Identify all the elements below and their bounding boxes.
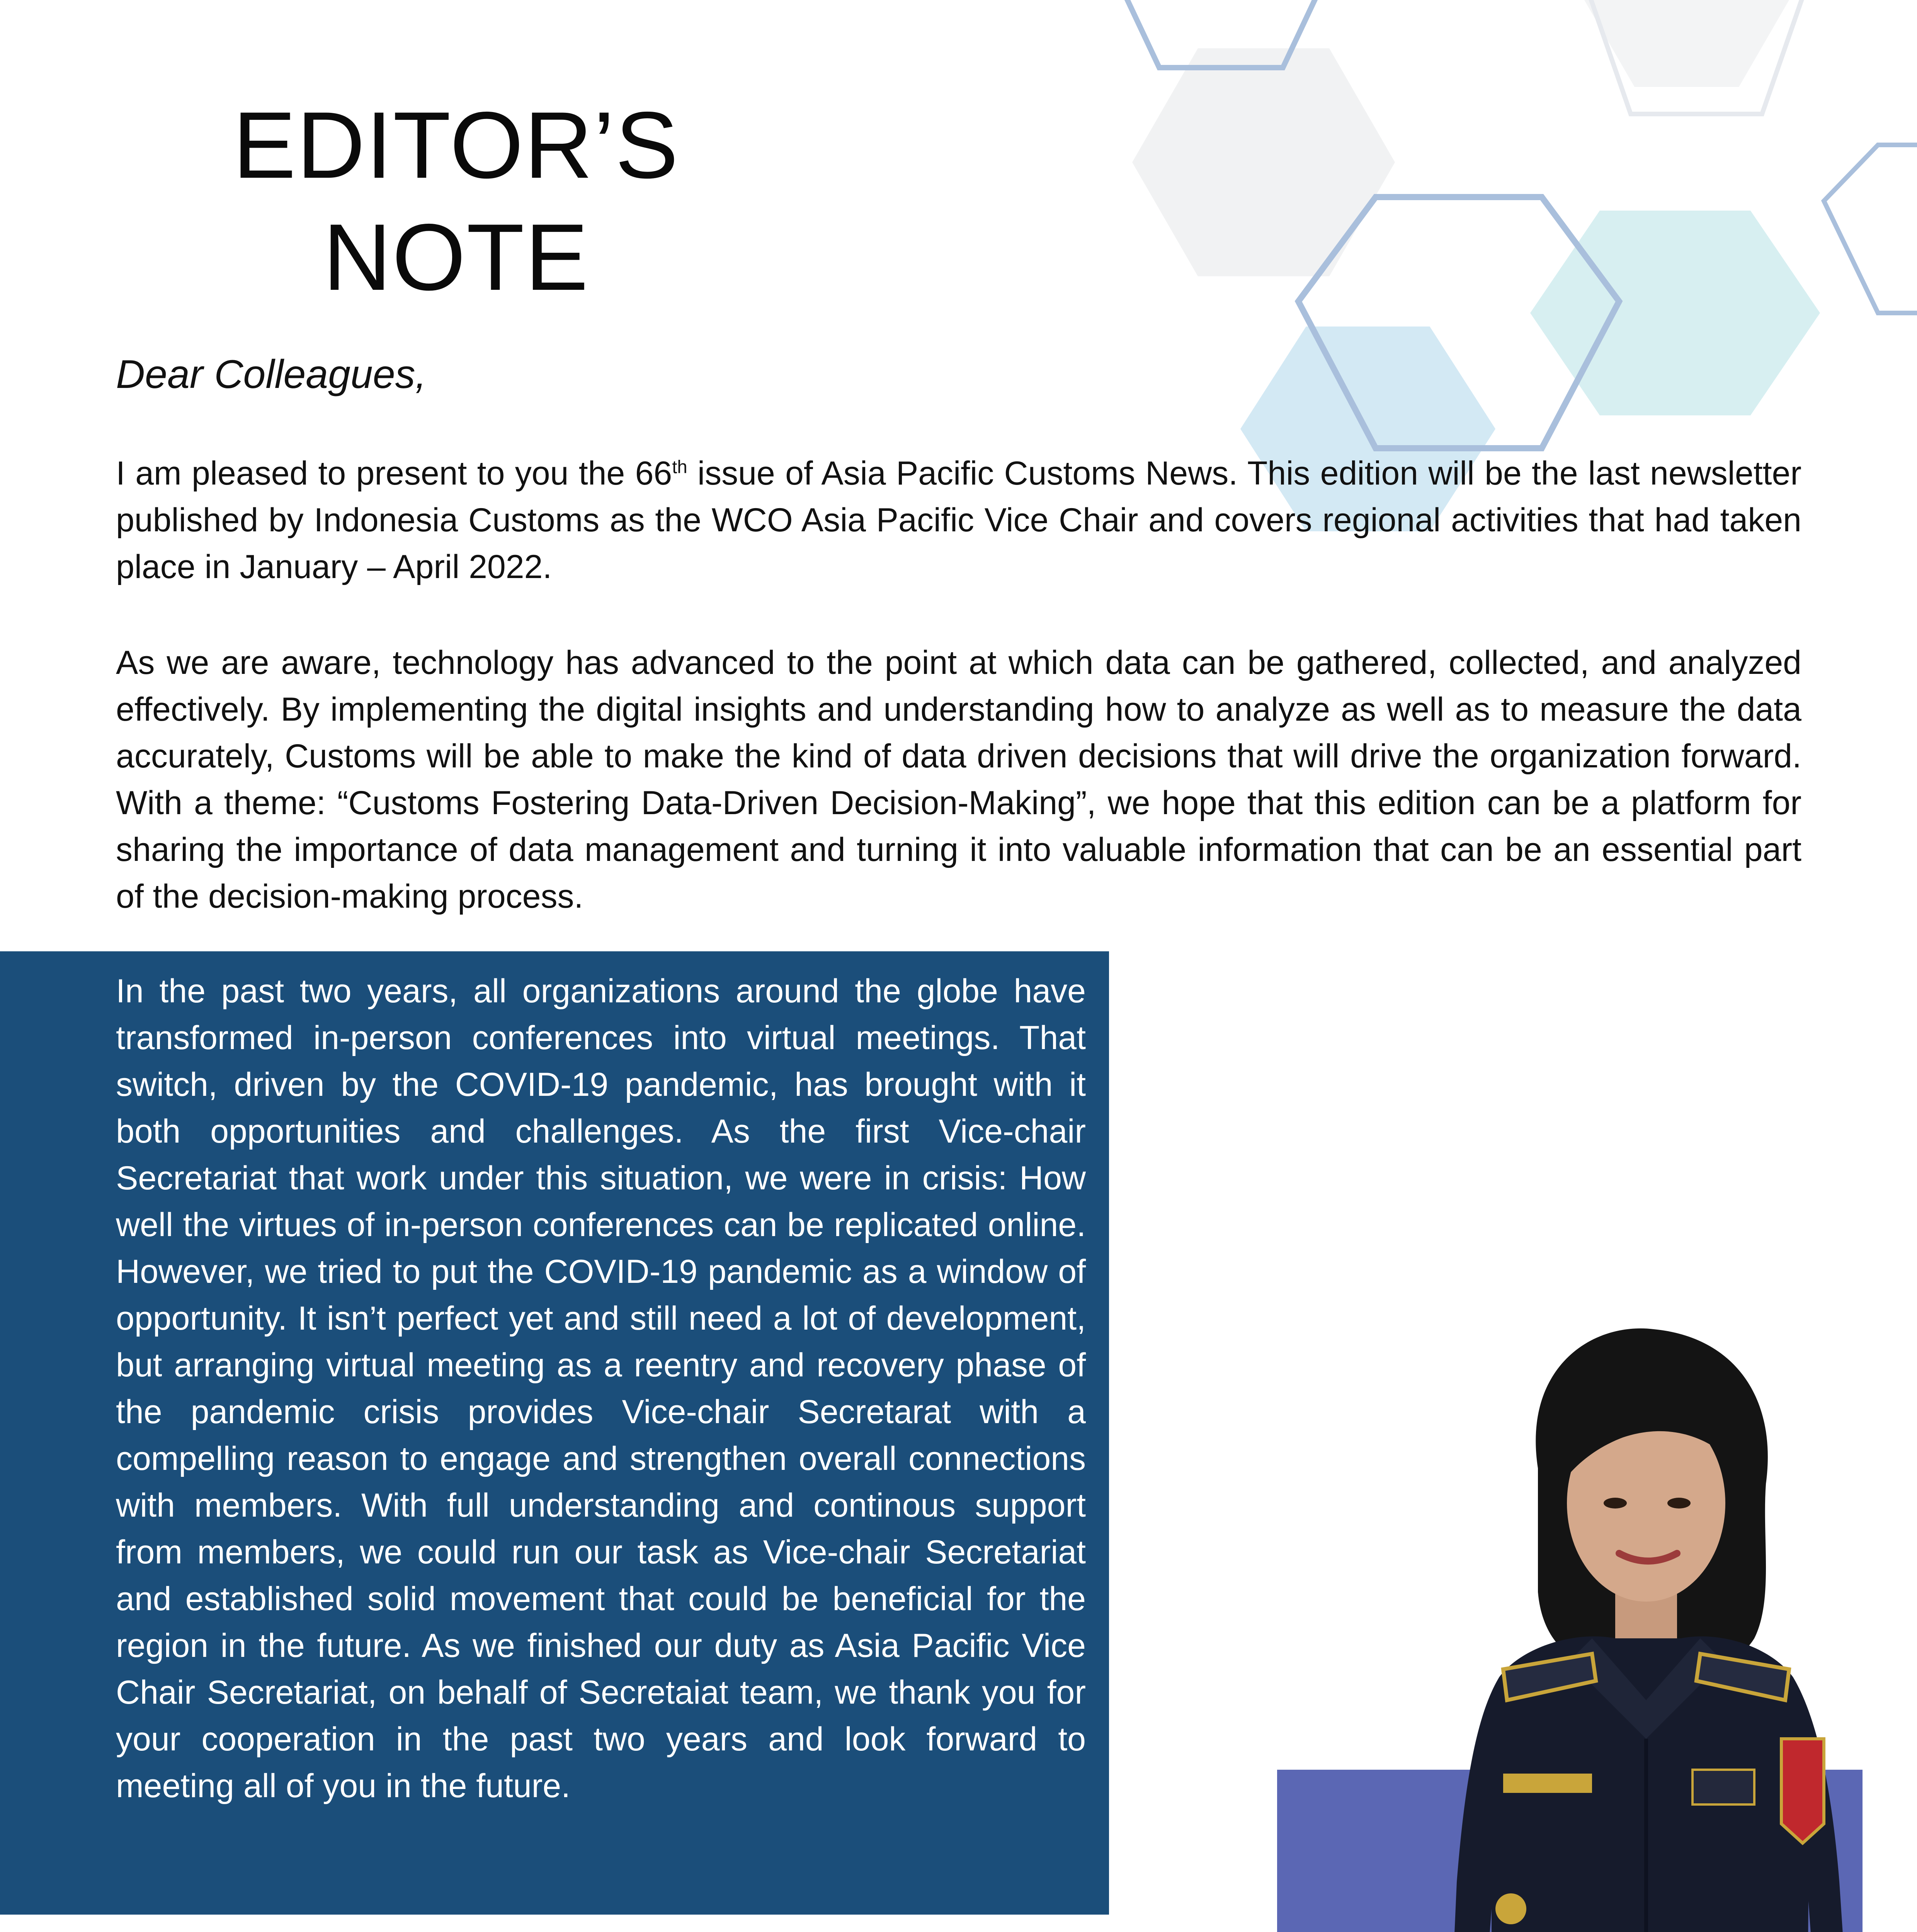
salutation: Dear Colleagues, bbox=[116, 352, 427, 397]
hexagon-shape bbox=[1132, 48, 1395, 276]
title-line-2: NOTE bbox=[323, 204, 589, 310]
hexagon-outline bbox=[1824, 145, 1917, 313]
highlight-paragraph: In the past two years, all organizations around the globe have transformed in-person conferences into virtual meetings. That switch, driven by the COVID-19 pandemic, has brought with it both opportunities and challenges. As the first Vice-chair Secretariat that work under this situation, we were in crisis: How well the virtues of in-person conferences can be replicated online. However, we tried to put the COVID-19 pandemic as a window of opportunity. It isn’t perfect yet and still need a lot of development, but arranging virtual meeting as a reentry and recovery phase of the pandemic crisis provides Vice-chair Secretarat with a compelling reason to engage and strengthen overall connections with members. With full understanding and continous support from members, we could run our task as Vice-chair Secretariat and established solid movement that could be beneficial for the region in the future. As we finished our duty as Asia Pacific Vice Chair Secretariat, on behalf of Secretaiat team, we thank you for your cooperation in the past two years and look forward to meeting all of you in the future. bbox=[116, 973, 1086, 1804]
right-eye bbox=[1667, 1498, 1691, 1509]
data-driven-paragraph: As we are aware, technology has advanced to the point at which data can be gathered, collected, and analyzed effectively. By implementing the digital insights and understanding how to analyze as well as to measure the data accurately, Customs will be able to make the kind of data driven decisions that will drive the organization forward. With a theme: “Customs Fostering Data-Driven Decision-Making”, we hope that this edition can be a platform for sharing the importance of data management and turning it into valuable information that can be an essential part of the decision-making process. bbox=[116, 644, 1801, 915]
medal bbox=[1495, 1893, 1526, 1924]
left-eye bbox=[1604, 1498, 1627, 1509]
intro-text-before: I am pleased to present to you the 66 bbox=[116, 455, 672, 492]
intro-text-after: issue of Asia Pacific Customs News. This edition will be the last newsletter published by Indonesia Customs as the WCO Asia Pacific Vice Chair and covers regional activities that had taken place in January – April 2022. bbox=[116, 455, 1801, 585]
title-line-1: EDITOR’S bbox=[233, 92, 679, 198]
editor-portrait bbox=[1376, 1321, 1878, 1932]
rank-badge bbox=[1692, 1770, 1754, 1804]
name-tag bbox=[1503, 1774, 1592, 1793]
page-title bbox=[155, 89, 757, 313]
intro-paragraph bbox=[116, 450, 1801, 590]
ordinal-suffix: th bbox=[672, 457, 687, 478]
shoulder-patch bbox=[1781, 1739, 1824, 1843]
